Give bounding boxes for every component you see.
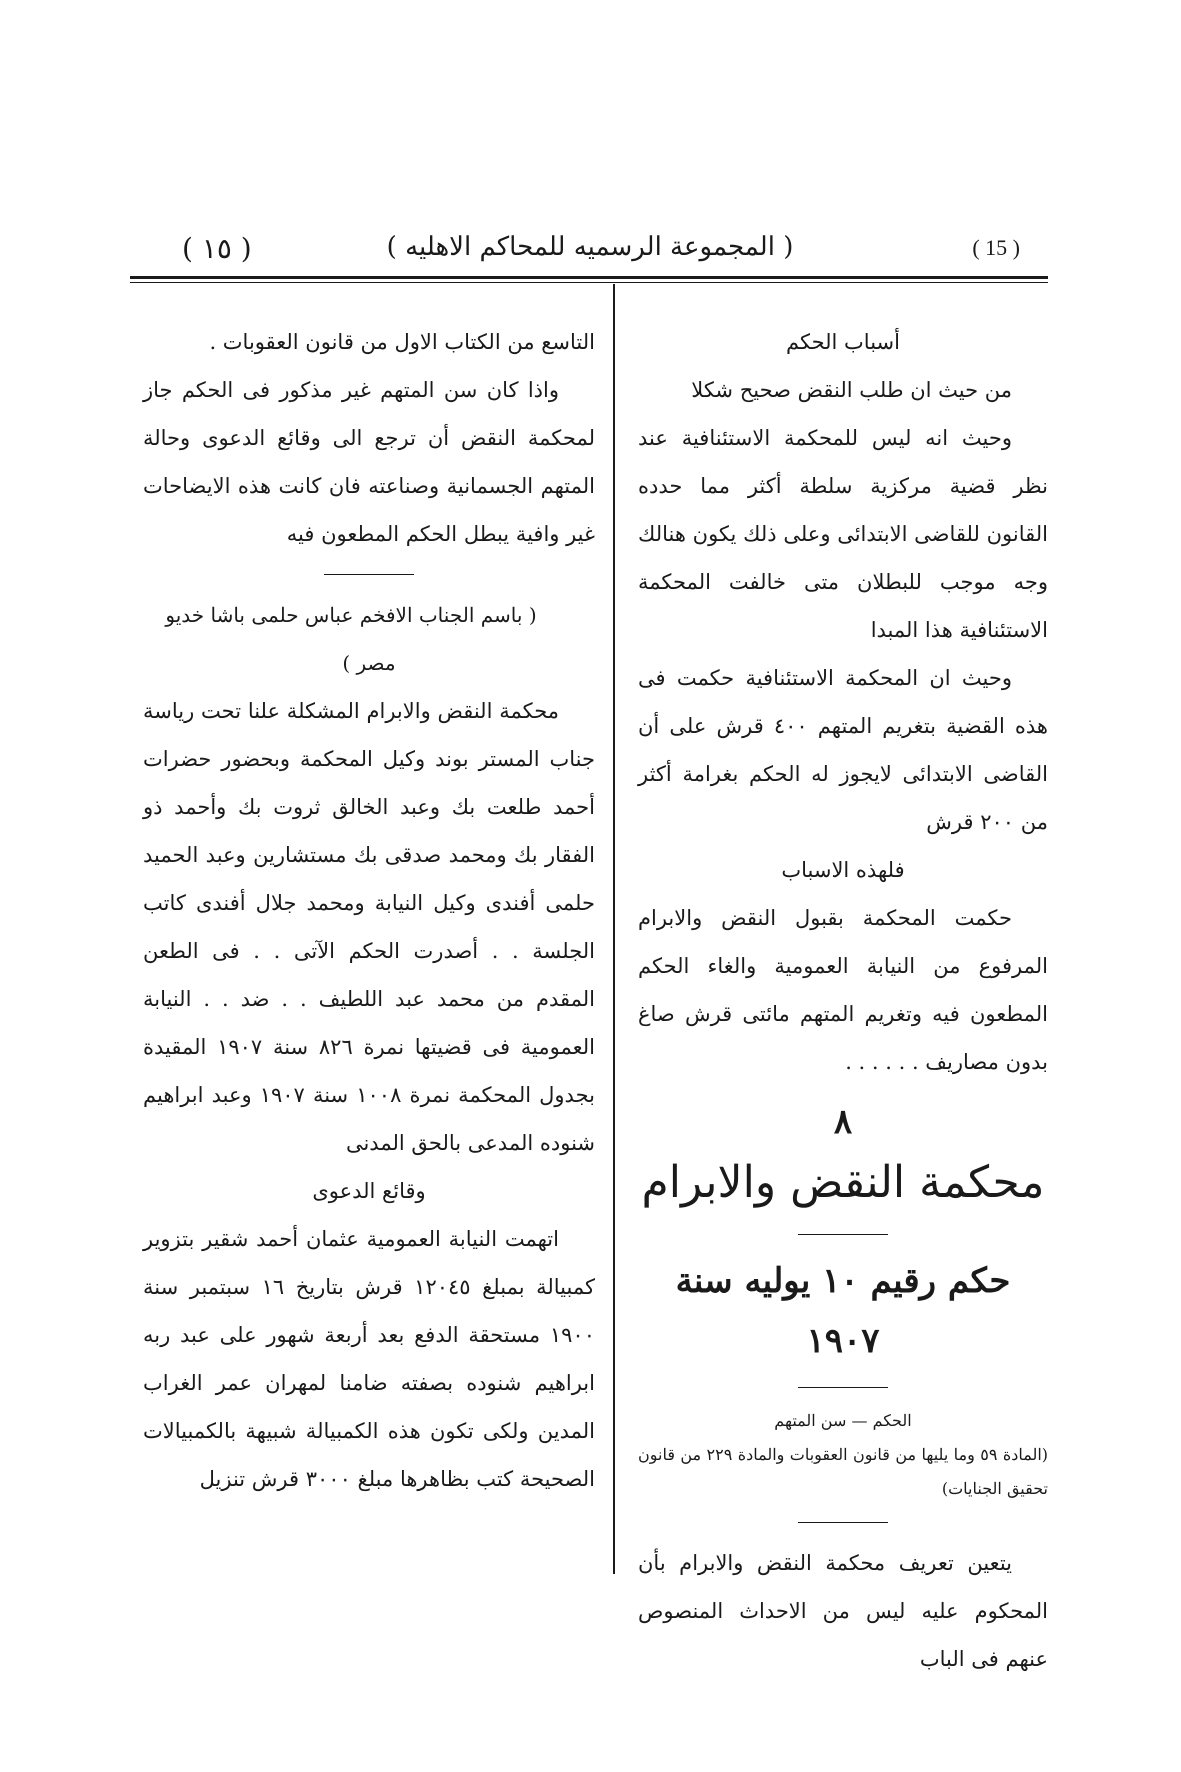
facts-heading: وقائع الدعوى	[312, 1179, 426, 1203]
court-title: محكمة النقض والابرام	[641, 1157, 1045, 1208]
articles-reference: (المادة ٥٩ وما يليها من قانون العقوبات والمادة ٢٢٩ من قانون تحقيق الجنايات)	[638, 1445, 1049, 1498]
journal-title: ( المجموعة الرسميه للمحاكم الاهليه )	[386, 232, 794, 262]
reasons-heading: أسباب الحكم	[786, 330, 900, 354]
paragraph: وحيث انه ليس للمحكمة الاستئنافية عند نظر قضية مركزية سلطة أكثر مما حدده القانون للقاضى الابتدائى وعلى ذلك يكون هنالك وجه موجب للبطلان متى خالفت المحكمة الاستئنافية هذا المبدا	[638, 426, 1048, 642]
paragraph: التاسع من الكتاب الاول من قانون العقوبات .	[209, 330, 595, 354]
page-header	[130, 232, 1050, 272]
ruling-title: حكم رقيم ١٠ يوليه سنة ١٩٠٧	[675, 1261, 1011, 1361]
paragraph: يتعين تعريف محكمة النقض والابرام بأن المحكوم عليه ليس من الاحداث المنصوص عنهم فى الباب	[638, 1551, 1048, 1671]
header-rule-thick	[130, 276, 1048, 279]
paragraph: محكمة النقض والابرام المشكلة علنا تحت رياسة جناب المستر بوند وكيل المحكمة وبحضور حضرات أحمد طلعت بك وعبد الخالق ثروت بك وأحمد ذو الفقار بك ومحمد صدقى بك مستشارين وعبد الحميد حلمى أفندى وكيل النيابة ومحمد جلال أفندى كاتب الجلسة . . أصدرت الحكم الآتى . . فى الطعن المقدم من محمد عبد اللطيف . . ضد . . النيابة العمومية فى قضيتها نمرة ٨٢٦ سنة ١٩٠٧ المقيدة بجدول المحكمة نمرة ١٠٠٨ سنة ١٩٠٧ وعبد ابراهيم شنوده المدعى بالحق المدنى	[143, 699, 595, 1155]
ruling-subject: الحكم — سن المتهم	[774, 1411, 912, 1430]
divider-rule	[798, 1522, 888, 1523]
paragraph: واذا كان سن المتهم غير مذكور فى الحكم جاز لمحكمة النقض أن ترجع الى وقائع الدعوى وحالة المتهم الجسمانية وصناعته فان كانت هذه الايضاحات غير وافية يبطل الحكم المطعون فيه	[143, 378, 595, 546]
divider-rule	[798, 1387, 888, 1388]
header-rule-thin	[130, 282, 1048, 283]
invocation-line: ( باسم الجناب الافخم عباس حلمى باشا خديو مصر )	[165, 603, 537, 675]
paragraph: من حيث ان طلب النقض صحيح شكلا	[691, 378, 1012, 402]
page-number-arabic: ( ١٥ )	[182, 232, 252, 265]
paragraph: اتهمت النيابة العمومية عثمان أحمد شقير بتزوير كمبيالة بمبلغ ١٢٠٤٥ قرش بتاريخ ١٦ سبتمبر سنة ١٩٠٠ مستحقة الدفع بعد أربعة شهور على عبد ربه ابراهيم شنوده بصفته ضامنا لمهران عمر الغراب المدين ولكى تكون هذه الكمبيالة شبيهة بالكمبيالات الصحيحة كتب بظاهرها مبلغ ٣٠٠٠ قرش تنزيل	[143, 1227, 595, 1491]
left-column	[143, 318, 595, 1503]
paragraph: حكمت المحكمة بقبول النقض والابرام المرفوع من النيابة العمومية والغاء الحكم المطعون فيه وتغريم المتهم مائتى قرش صاغ بدون مصاريف . . . . . .	[638, 906, 1048, 1074]
right-column	[638, 318, 1048, 1683]
for-these-reasons-heading: فلهذه الاسباب	[781, 858, 905, 882]
column-divider	[613, 284, 615, 1574]
divider-rule	[324, 574, 414, 575]
section-number: ٨	[833, 1102, 853, 1142]
paragraph: وحيث ان المحكمة الاستئنافية حكمت فى هذه القضية بتغريم المتهم ٤٠٠ قرش على أن القاضى الابتدائى لايجوز له الحكم بغرامة أكثر من ٢٠٠ قرش	[638, 666, 1048, 834]
divider-rule	[798, 1234, 888, 1235]
page-number-latin: ( 15 )	[972, 235, 1020, 260]
